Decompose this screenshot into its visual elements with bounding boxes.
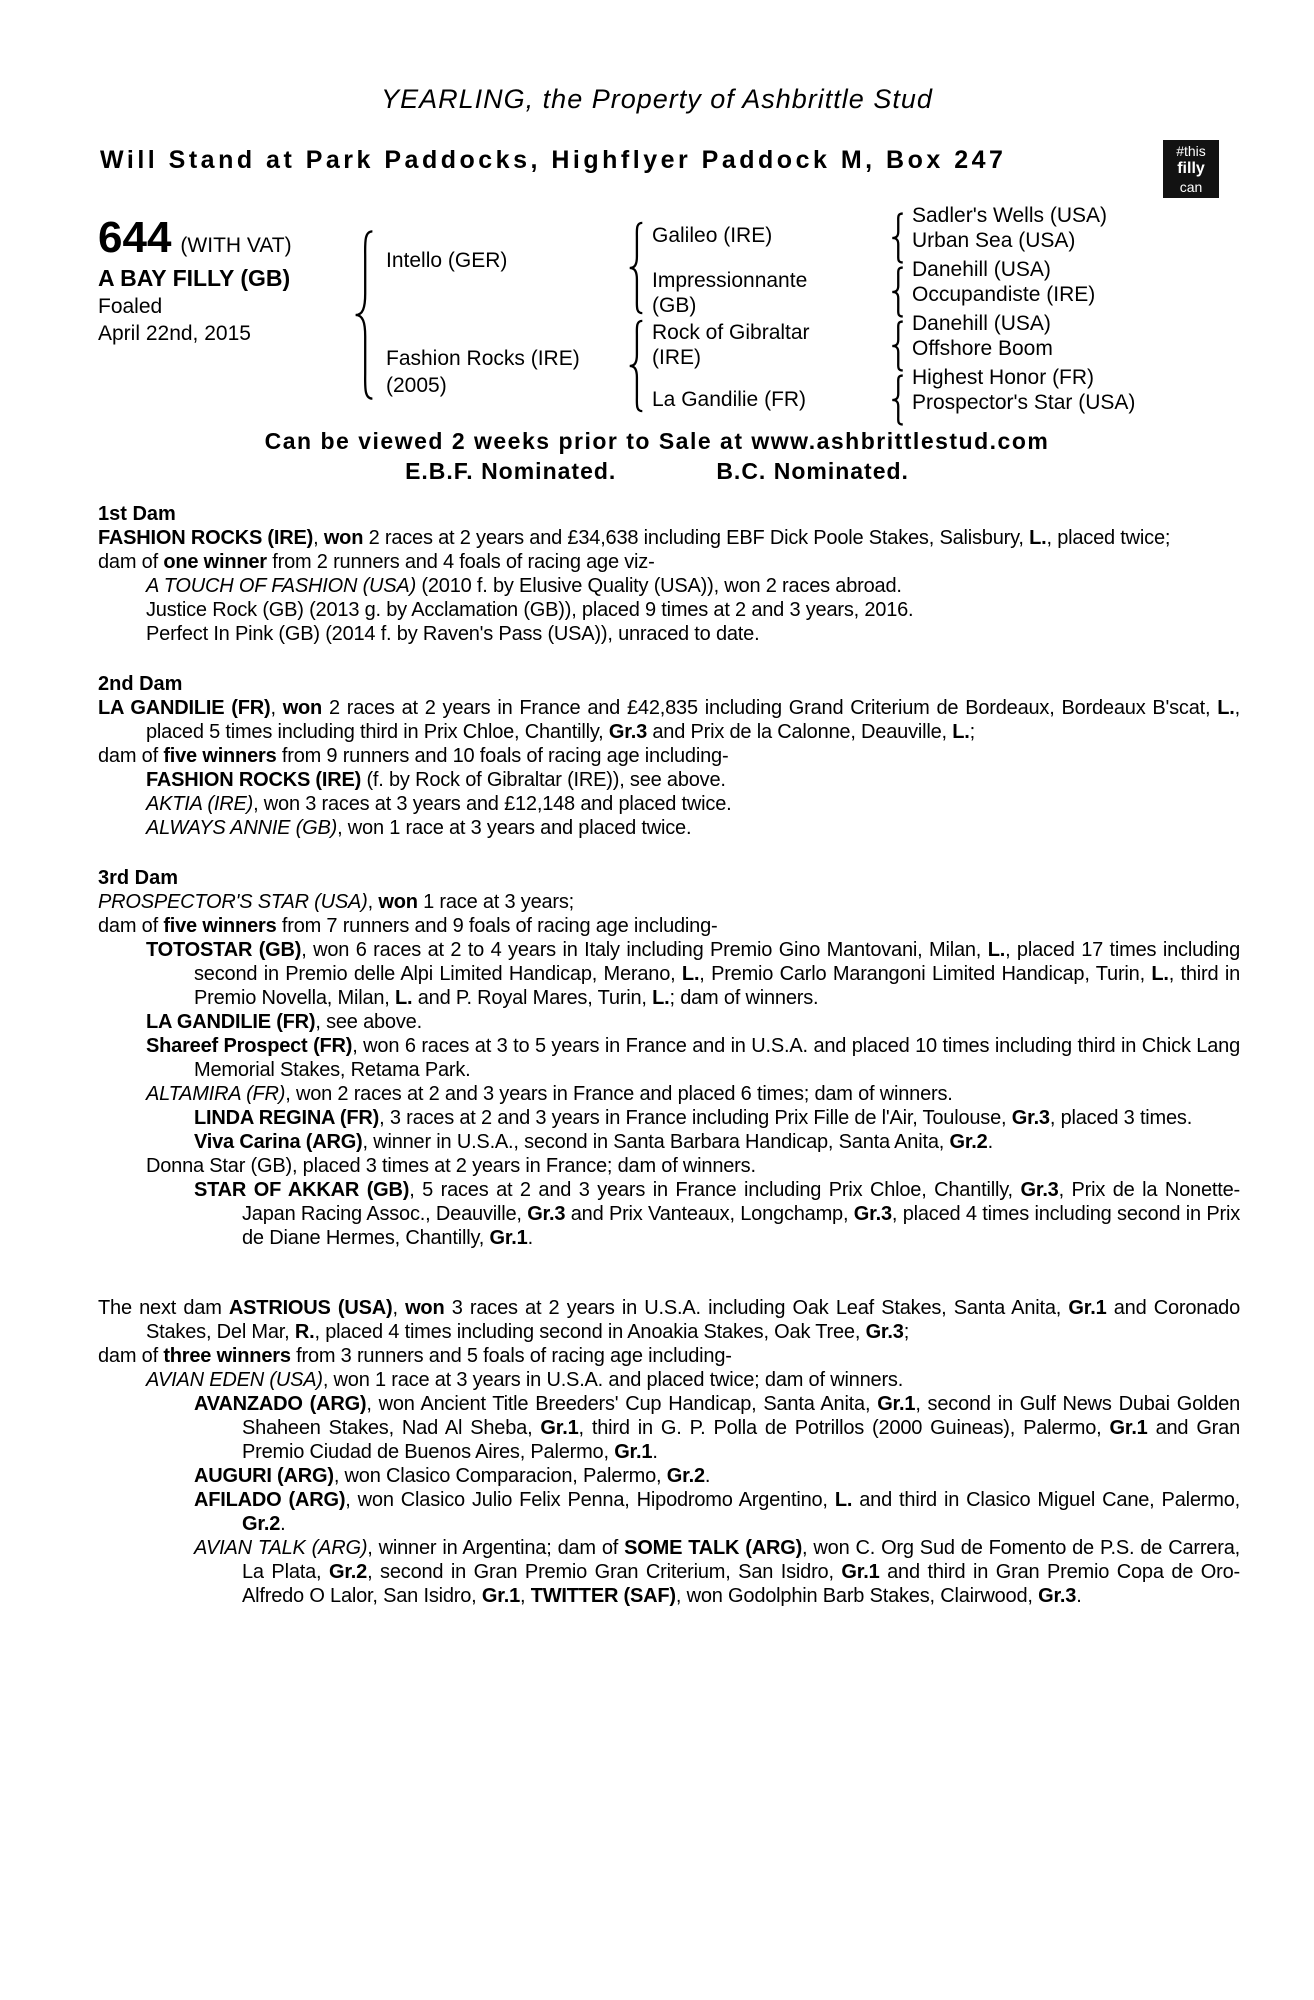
pedigree-brace-icon <box>627 318 645 414</box>
text-run: FASHION ROCKS (IRE) <box>98 527 314 549</box>
text-run: , third in Premio Novella, Milan, <box>194 963 1240 1009</box>
text-run: from 2 runners and 4 foals of racing age viz- <box>266 551 655 573</box>
pedigree-paragraph <box>98 1154 1240 1178</box>
text-run: L. <box>834 1489 853 1511</box>
text-run: , won 6 races at 2 to 4 years in Italy including Premio Gino Mantovani, Milan, <box>301 939 988 961</box>
pedigree-paragraph <box>98 1082 1240 1106</box>
text-run: FASHION ROCKS (IRE) <box>146 769 362 791</box>
pedigree-paragraph <box>98 816 1240 840</box>
text-run: 1 race at 3 years; <box>417 891 575 913</box>
text-run: PROSPECTOR'S STAR (USA) <box>98 891 368 913</box>
horse-description: A BAY FILLY (GB) <box>98 265 291 291</box>
text-run: Gr.2 <box>328 1561 368 1583</box>
text-run: , 5 races at 2 and 3 years in France including Prix Chloe, Chantilly, <box>409 1179 1021 1201</box>
text-run: Gr.1 <box>481 1585 521 1607</box>
text-run: Gr.3 <box>1020 1179 1059 1201</box>
text-run: , won 2 races at 2 and 3 years in France and placed 6 times; dam of winners. <box>285 1083 953 1105</box>
text-run: and third in Gran Premio Copa de Oro-Alfredo O Lalor, San Isidro, <box>242 1561 1240 1607</box>
text-run: L. <box>1029 527 1047 549</box>
text-run: AUGURI (ARG) <box>194 1465 334 1487</box>
text-run: , won 3 races at 3 years and £12,148 and placed twice. <box>253 793 732 815</box>
text-run: Gr.1 <box>1109 1417 1148 1439</box>
text-run: and third in Clasico Miguel Cane, Palermo, <box>852 1489 1240 1511</box>
text-run: L. <box>952 721 970 743</box>
text-run: , <box>392 1297 406 1319</box>
granddam-name: La Gandilie (FR) <box>652 388 807 411</box>
lot-number: 644 <box>98 213 172 262</box>
text-run: Gr.3 <box>608 721 648 743</box>
great-grandparent-name: Sadler's Wells (USA) <box>912 204 1107 227</box>
text-run: Viva Carina (ARG) <box>194 1131 363 1153</box>
text-run: five winners <box>163 745 277 767</box>
text-run: won <box>282 697 323 719</box>
text-run: dam of <box>98 551 164 573</box>
text-run: . <box>527 1227 533 1249</box>
text-run: ; dam of winners. <box>669 987 819 1009</box>
pedigree-paragraph <box>98 574 1240 598</box>
pedigree-paragraph <box>98 550 1240 574</box>
pedigree-paragraph <box>98 938 1240 1010</box>
text-run: , Premio Carlo Marangoni Limited Handicap, Turin, <box>699 963 1152 985</box>
badge-line: can <box>1179 179 1203 195</box>
pedigree-paragraph <box>98 744 1240 768</box>
text-run: , won Godolphin Barb Stakes, Clairwood, <box>675 1585 1039 1607</box>
great-grandparent-name: Highest Honor (FR) <box>912 366 1095 389</box>
text-run: ; <box>903 1321 910 1343</box>
text-run: (2010 f. by Elusive Quality (USA)), won 2 races abroad. <box>416 575 902 597</box>
text-run: AVIAN EDEN (USA) <box>146 1369 323 1391</box>
text-run: A TOUCH OF FASHION (USA) <box>146 575 417 597</box>
grandsire-name: Galileo (IRE) <box>652 224 773 247</box>
dam-heading: 2nd Dam <box>98 673 183 695</box>
text-run: , placed 3 times. <box>1049 1107 1193 1129</box>
catalogue-body <box>98 502 1240 1608</box>
great-grandparent-name: Urban Sea (USA) <box>912 229 1076 252</box>
page-title: YEARLING, the Property of Ashbrittle Stud <box>381 84 933 114</box>
text-run: AVIAN TALK (ARG) <box>194 1537 368 1559</box>
text-run: , <box>367 891 379 913</box>
sire-name: Intello (GER) <box>386 249 508 272</box>
text-run: Gr.1 <box>614 1441 653 1463</box>
text-run: , placed 17 times including second in Premio delle Alpi Limited Handicap, Merano, <box>194 939 1241 985</box>
text-run: and P. Royal Mares, Turin, <box>412 987 653 1009</box>
great-grandparent-name: Prospector's Star (USA) <box>912 391 1136 414</box>
pedigree-paragraph <box>98 1130 1240 1154</box>
text-run: , second in Gran Premio Gran Criterium, San Isidro, <box>367 1561 842 1583</box>
text-run: Gr.3 <box>865 1321 904 1343</box>
great-grandparent-name: Offshore Boom <box>912 337 1053 360</box>
text-run: , 3 races at 2 and 3 years in France including Prix Fille de l'Air, Toulouse, <box>379 1107 1012 1129</box>
pedigree-brace-icon <box>890 212 905 264</box>
text-run: ALTAMIRA (FR) <box>146 1083 286 1105</box>
ebf-nominated: E.B.F. Nominated. <box>405 458 617 484</box>
text-run: . <box>987 1131 993 1153</box>
great-grandparent-name: Danehill (USA) <box>912 258 1051 281</box>
text-run: , placed 4 times including second in Anoakia Stakes, Oak Tree, <box>314 1321 866 1343</box>
pedigree-paragraph <box>98 622 1240 646</box>
text-run: one winner <box>163 551 267 573</box>
text-run: L. <box>395 987 413 1009</box>
text-run: from 7 runners and 9 foals of racing age including- <box>276 915 718 937</box>
granddam-suffix: (GB) <box>652 294 697 317</box>
pedigree-paragraph <box>98 526 1240 550</box>
hashtag-badge <box>1163 140 1219 198</box>
pedigree-paragraph <box>98 1296 1240 1344</box>
text-run: dam of <box>98 745 164 767</box>
pedigree-paragraph <box>98 696 1240 744</box>
pedigree-paragraph <box>98 1010 1240 1034</box>
text-run: . <box>1076 1585 1082 1607</box>
text-run: LINDA REGINA (FR) <box>194 1107 380 1129</box>
dam-heading: 1st Dam <box>98 503 176 525</box>
text-run: , see above. <box>315 1011 422 1033</box>
text-run: Gr.1 <box>841 1561 880 1583</box>
pedigree-paragraph <box>98 1464 1240 1488</box>
text-run: Gr.2 <box>949 1131 988 1153</box>
text-run: AVANZADO (ARG) <box>194 1393 367 1415</box>
text-run: SOME TALK (ARG) <box>624 1537 803 1559</box>
text-run: STAR OF AKKAR (GB) <box>194 1179 410 1201</box>
badge-line: #this <box>1176 143 1206 159</box>
stand-location-line: Will Stand at Park Paddocks, Highflyer Paddock M, Box 247 <box>100 146 1007 174</box>
text-run: L. <box>987 939 1006 961</box>
text-run: , <box>520 1585 531 1607</box>
pedigree-brace-icon <box>890 320 905 372</box>
text-run: , won 1 race at 3 years and placed twice. <box>337 817 692 839</box>
grandsire-name: Rock of Gibraltar <box>652 321 810 344</box>
text-run: , <box>270 697 283 719</box>
text-run: Donna Star (GB), placed 3 times at 2 years in France; dam of winners. <box>146 1155 756 1177</box>
text-run: AFILADO (ARG) <box>194 1489 346 1511</box>
text-run: TOTOSTAR (GB) <box>146 939 302 961</box>
text-run: LA GANDILIE (FR) <box>146 1011 316 1033</box>
pedigree-paragraph <box>98 768 1240 792</box>
text-run: and Prix Vanteaux, Longchamp, <box>565 1203 854 1225</box>
text-run: Gr.2 <box>666 1465 705 1487</box>
text-run: from 3 runners and 5 foals of racing age including- <box>290 1345 732 1367</box>
text-run: , placed twice; <box>1046 527 1171 549</box>
pedigree-paragraph <box>98 914 1240 938</box>
viewing-text: Can be viewed 2 weeks prior to Sale at <box>264 428 752 454</box>
text-run: dam of <box>98 1345 164 1367</box>
text-run: , placed 5 times including third in Prix Chloe, Chantilly, <box>146 697 1240 743</box>
text-run: and Gran Premio Ciudad de Buenos Aires, Palermo, <box>242 1417 1240 1463</box>
dam-name: Fashion Rocks (IRE) <box>386 347 580 370</box>
lot-number-line <box>98 213 292 268</box>
dam-year: (2005) <box>386 374 447 397</box>
granddam-name: Impressionnante <box>652 269 808 292</box>
grandsire-suffix: (IRE) <box>652 346 701 369</box>
text-run: and Coronado Stakes, Del Mar, <box>146 1297 1241 1343</box>
text-run: The next dam <box>98 1297 229 1319</box>
text-run: (f. by Rock of Gibraltar (IRE)), see above. <box>361 769 726 791</box>
text-run: , winner in U.S.A., second in Santa Barbara Handicap, Santa Anita, <box>362 1131 950 1153</box>
website-url: www.ashbrittlestud.com <box>751 428 1050 454</box>
text-run: Gr.1 <box>489 1227 528 1249</box>
text-run: 2 races at 2 years in France and £42,835 including Grand Criterium de Bordeaux, Bordeaux B'scat, <box>322 697 1218 719</box>
text-run: L. <box>1151 963 1169 985</box>
text-run: Justice Rock (GB) (2013 g. by Acclamation (GB)), placed 9 times at 2 and 3 years, 2016. <box>146 599 914 621</box>
text-run: Shareef Prospect (FR) <box>146 1035 353 1057</box>
text-run: , won Clasico Comparacion, Palermo, <box>333 1465 667 1487</box>
pedigree-paragraph <box>98 1178 1240 1250</box>
text-run: , won 6 races at 3 to 5 years in France and in U.S.A. and placed 10 times including third in Chick Lang Memorial Stakes, Retama Park. <box>194 1035 1240 1081</box>
text-run: ; <box>969 721 975 743</box>
text-run: . <box>280 1513 286 1535</box>
great-grandparent-name: Occupandiste (IRE) <box>912 283 1096 306</box>
text-run: won <box>378 891 418 913</box>
text-run: . <box>704 1465 711 1487</box>
dam-heading: 3rd Dam <box>98 867 179 889</box>
text-run: Gr.2 <box>242 1513 281 1535</box>
pedigree-paragraph <box>98 792 1240 816</box>
nominations-line <box>0 458 1314 485</box>
text-run: won <box>323 527 364 549</box>
text-run: LA GANDILIE (FR) <box>98 697 271 719</box>
text-run: L. <box>1217 697 1235 719</box>
pedigree-paragraph <box>98 1368 1240 1392</box>
pedigree-brace-icon <box>627 220 645 316</box>
text-run: won <box>405 1297 445 1319</box>
text-run: L. <box>681 963 700 985</box>
text-run: 3 races at 2 years in U.S.A. including Oak Leaf Stakes, Santa Anita, <box>444 1297 1069 1319</box>
text-run: . <box>652 1441 658 1463</box>
text-run: and Prix de la Calonne, Deauville, <box>647 721 953 743</box>
pedigree-brace-icon <box>352 226 376 404</box>
foaled-label: Foaled <box>98 295 163 318</box>
text-run: five winners <box>163 915 277 937</box>
text-run: from 9 runners and 10 foals of racing age including- <box>276 745 729 767</box>
great-grandparent-name: Danehill (USA) <box>912 312 1051 335</box>
pedigree-paragraph <box>98 890 1240 914</box>
text-run: Gr.3 <box>527 1203 566 1225</box>
text-run: , <box>313 527 324 549</box>
text-run: , winner in Argentina; dam of <box>367 1537 625 1559</box>
text-run: , won C. Org Sud de Fomento de P.S. de Carrera, La Plata, <box>242 1537 1240 1583</box>
foaled-date: April 22nd, 2015 <box>98 322 251 345</box>
bc-nominated: B.C. Nominated. <box>716 458 909 484</box>
text-run: Perfect In Pink (GB) (2014 f. by Raven's Pass (USA)), unraced to date. <box>146 623 760 645</box>
pedigree-paragraph <box>98 1392 1240 1464</box>
pedigree-paragraph <box>98 1344 1240 1368</box>
pedigree-brace-icon <box>890 374 905 426</box>
text-run: three winners <box>163 1345 291 1367</box>
vat-note: (WITH VAT) <box>180 234 292 257</box>
text-run: , won Clasico Julio Felix Penna, Hipodromo Argentino, <box>345 1489 835 1511</box>
text-run: Gr.1 <box>1068 1297 1107 1319</box>
text-run: , won 1 race at 3 years in U.S.A. and placed twice; dam of winners. <box>322 1369 904 1391</box>
text-run: R. <box>294 1321 315 1343</box>
pedigree-paragraph <box>98 1106 1240 1130</box>
pedigree-paragraph <box>98 1536 1240 1608</box>
text-run: , placed 4 times including second in Prix de Diane Hermes, Chantilly, <box>242 1203 1241 1249</box>
text-run: ASTRIOUS (USA) <box>228 1297 393 1319</box>
text-run: ALWAYS ANNIE (GB) <box>146 817 338 839</box>
pedigree-brace-icon <box>890 266 905 318</box>
text-run: AKTIA (IRE) <box>146 793 254 815</box>
text-run: Gr.3 <box>853 1203 892 1225</box>
text-run: Gr.3 <box>1011 1107 1050 1129</box>
pedigree-paragraph <box>98 598 1240 622</box>
text-run: Gr.3 <box>1038 1585 1077 1607</box>
viewing-line <box>0 428 1314 455</box>
text-run: Gr.1 <box>877 1393 916 1415</box>
text-run: 2 races at 2 years and £34,638 including EBF Dick Poole Stakes, Salisbury, <box>363 527 1030 549</box>
text-run: Gr.1 <box>540 1417 579 1439</box>
text-run: L. <box>652 987 670 1009</box>
text-run: dam of <box>98 915 164 937</box>
badge-line: filly <box>1177 160 1205 177</box>
text-run: TWITTER (SAF) <box>530 1585 676 1607</box>
pedigree-paragraph <box>98 1488 1240 1536</box>
text-run: , second in Gulf News Dubai Golden Shaheen Stakes, Nad Al Sheba, <box>242 1393 1241 1439</box>
text-run: , third in G. P. Polla de Potrillos (2000 Guineas), Palermo, <box>578 1417 1110 1439</box>
pedigree-paragraph <box>98 1034 1240 1082</box>
text-run: , Prix de la Nonette-Japan Racing Assoc., Deauville, <box>242 1179 1240 1225</box>
text-run: , won Ancient Title Breeders' Cup Handicap, Santa Anita, <box>366 1393 878 1415</box>
